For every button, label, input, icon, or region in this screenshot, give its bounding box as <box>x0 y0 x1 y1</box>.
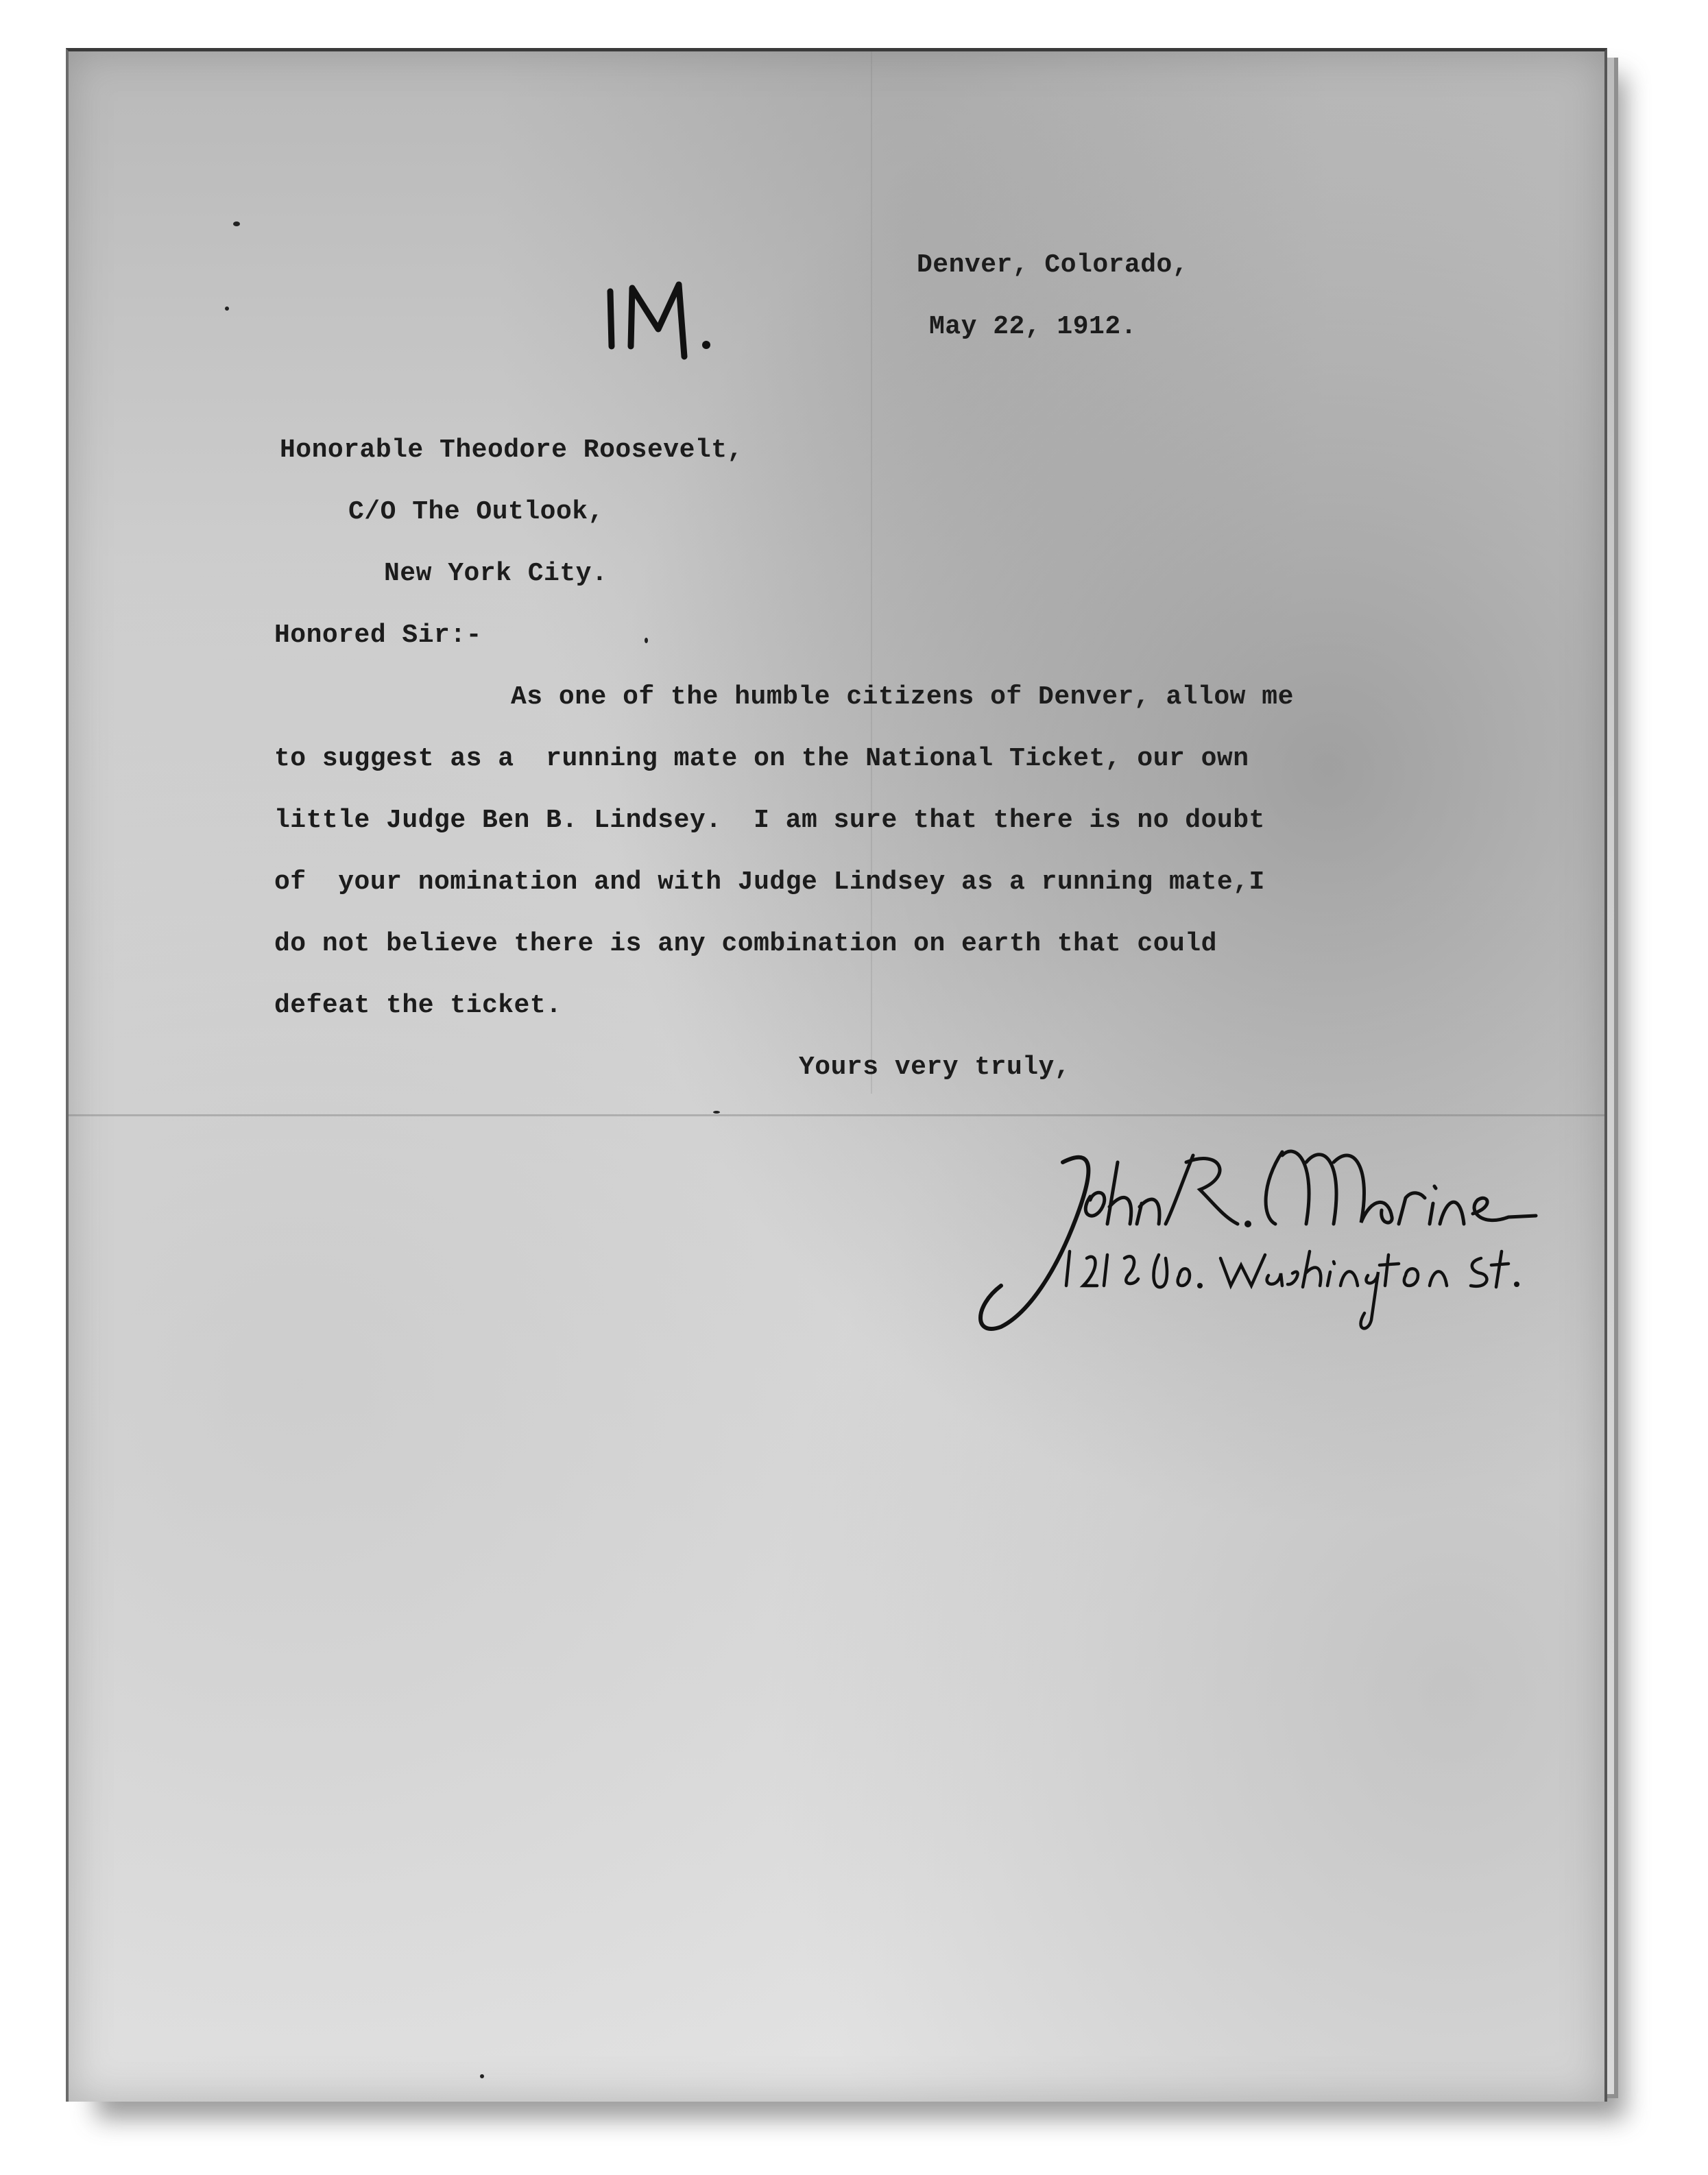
recipient-line-2: C/O The Outlook, <box>348 497 604 527</box>
body-line: to suggest as a running mate on the National Ticket, our own <box>274 744 1249 773</box>
body-line: of your nomination and with Judge Lindsey as a running mate,I <box>274 867 1265 897</box>
letter-sheet <box>66 48 1607 2102</box>
paper-speck <box>233 221 240 226</box>
paper-speck <box>225 307 229 311</box>
recipient-line-3: New York City. <box>384 559 608 588</box>
body-line: little Judge Ben B. Lindsey. I am sure that there is no doubt <box>274 806 1265 835</box>
salutation: Honored Sir:- <box>274 621 482 650</box>
body-line: As one of the humble citizens of Denver, allow me <box>511 682 1294 712</box>
letter-place: Denver, Colorado, <box>917 250 1189 280</box>
fold-line <box>69 1114 1604 1116</box>
handwritten-signature <box>960 1121 1632 1347</box>
paper-speck <box>480 2074 484 2078</box>
body-line: do not believe there is any combination on earth that could <box>274 929 1217 959</box>
body-line: defeat the ticket. <box>274 991 562 1020</box>
paper-speck <box>645 638 648 643</box>
paper-speck <box>713 1111 720 1114</box>
letter-date: May 22, 1912. <box>929 312 1137 341</box>
closing: Yours very truly, <box>799 1053 1071 1082</box>
handwritten-mark <box>583 264 734 374</box>
recipient-line-1: Honorable Theodore Roosevelt, <box>280 435 743 465</box>
